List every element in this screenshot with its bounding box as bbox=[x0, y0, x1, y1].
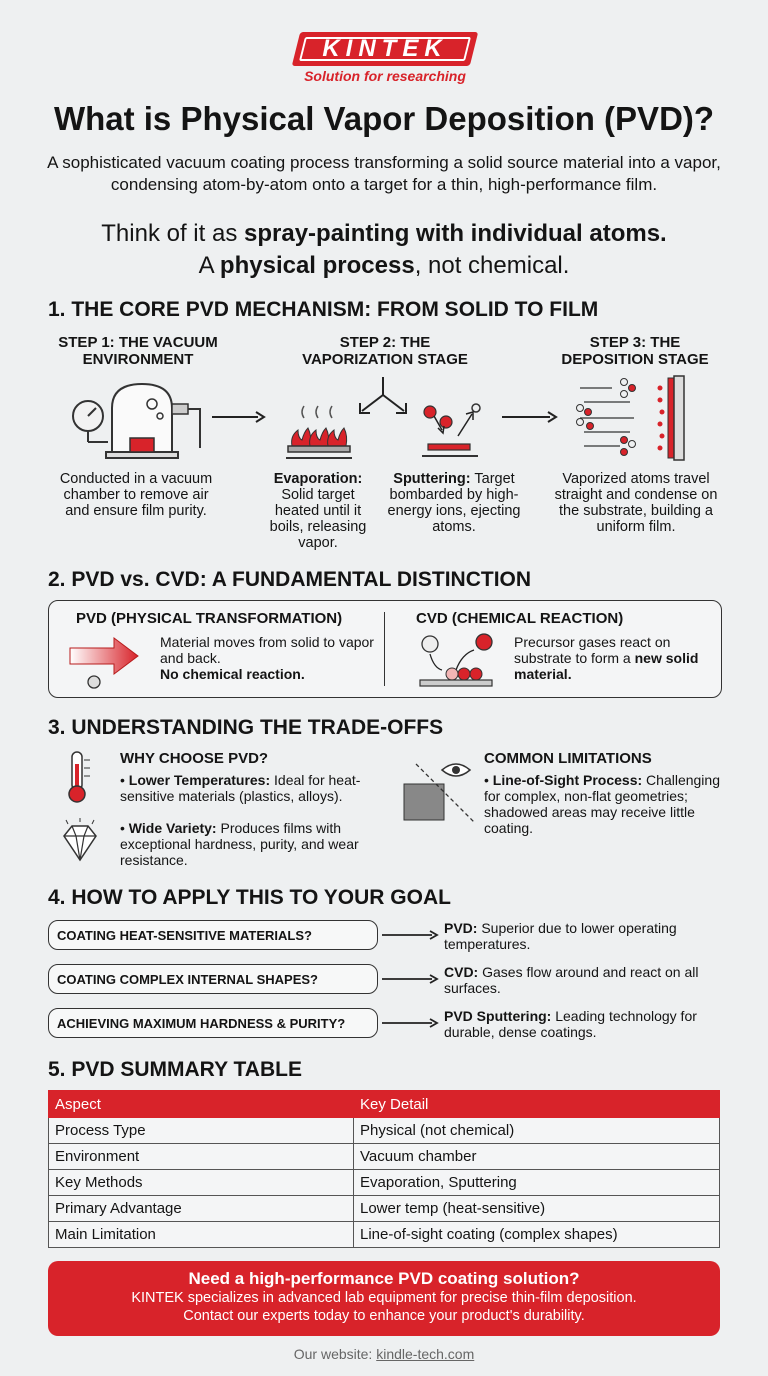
why-pvd-item: • Lower Temperatures: Ideal for heat-sensitive materials (plastics, alloys). bbox=[120, 772, 361, 804]
thermometer-icon bbox=[64, 748, 94, 804]
section5-heading: 5. PVD SUMMARY TABLE bbox=[48, 1058, 302, 1081]
table-cell: Physical (not chemical) bbox=[354, 1118, 720, 1144]
section4-heading: 4. HOW TO APPLY THIS TO YOUR GOAL bbox=[48, 886, 451, 909]
answer-text: Leading technology for durable, dense coatings. bbox=[444, 1008, 697, 1040]
table-cell: Primary Advantage bbox=[49, 1196, 354, 1222]
step2-title: STEP 2: THE VAPORIZATION STAGE bbox=[302, 334, 468, 368]
table-cell: Lower temp (heat-sensitive) bbox=[354, 1196, 720, 1222]
arrow-icon bbox=[380, 972, 440, 986]
physical-arrow-icon bbox=[66, 632, 150, 690]
evaporation-text: Solid target heated until it boils, releasing vapor. bbox=[269, 487, 367, 551]
table-header: Aspect bbox=[49, 1091, 354, 1118]
answer-text: Gases flow around and react on all surfaces. bbox=[444, 964, 699, 996]
pvd-bold: No chemical reaction. bbox=[160, 666, 305, 682]
page-subtitle: A sophisticated vacuum coating process transforming a solid source material into a vapor, condensing atom-by-atom onto a target for a thin, high-performance film. bbox=[47, 153, 721, 194]
limitation-item: • Line-of-Sight Process: Challenging for complex, non-flat geometries; shadowed areas may receive little coating. bbox=[484, 772, 720, 836]
answer-bold: CVD: bbox=[444, 964, 479, 980]
split-arrow-icon bbox=[350, 375, 416, 417]
sputtering-text: Target bombarded by high-energy ions, ejecting atoms. bbox=[387, 471, 521, 535]
goal-answer bbox=[444, 1008, 734, 1040]
analogy-bold: spray-painting with individual atoms. bbox=[244, 220, 667, 247]
table-cell: Main Limitation bbox=[49, 1222, 354, 1248]
chemical-reaction-icon bbox=[416, 630, 500, 690]
analogy-text-3: , not chemical. bbox=[414, 252, 570, 279]
why-pvd-title: WHY CHOOSE PVD? bbox=[120, 750, 269, 767]
arrow-icon bbox=[380, 1016, 440, 1030]
pvd-title: PVD (PHYSICAL TRANSFORMATION) bbox=[76, 610, 343, 627]
cta-line: Contact our experts today to enhance your product's durability. bbox=[183, 1308, 585, 1324]
step1-text: Conducted in a vacuum chamber to remove air and ensure film purity. bbox=[59, 471, 213, 519]
website-footer bbox=[0, 1346, 768, 1362]
step1-title: STEP 1: THE VACUUM ENVIRONMENT bbox=[58, 334, 218, 368]
table-cell: Vacuum chamber bbox=[354, 1144, 720, 1170]
deposition-icon bbox=[574, 374, 694, 464]
cvd-desc bbox=[514, 634, 714, 682]
diamond-icon bbox=[56, 818, 104, 866]
arrow-icon bbox=[500, 410, 560, 424]
step3-title: STEP 3: THE DEPOSITION STAGE bbox=[561, 334, 709, 368]
why-pvd-item: • Wide Variety: Produces films with exceptional hardness, purity, and wear resistance. bbox=[120, 820, 359, 868]
cvd-bold: new solid material. bbox=[514, 650, 699, 682]
table-row bbox=[49, 1144, 720, 1170]
sputtering-icon bbox=[418, 400, 488, 462]
analogy-bold-2: physical process bbox=[219, 252, 415, 279]
table-row bbox=[49, 1118, 720, 1144]
goal-pill: COATING COMPLEX INTERNAL SHAPES? bbox=[48, 964, 378, 994]
cta-banner[interactable] bbox=[48, 1261, 720, 1336]
limitations-title: COMMON LIMITATIONS bbox=[484, 750, 652, 767]
table-row bbox=[49, 1170, 720, 1196]
why-item-text: Produces films with exceptional hardness, purity, and wear resistance. bbox=[120, 820, 359, 868]
goal-pill: ACHIEVING MAXIMUM HARDNESS & PURITY? bbox=[48, 1008, 378, 1038]
goal-answer bbox=[444, 964, 734, 996]
line-of-sight-eye-icon bbox=[400, 758, 480, 824]
table-cell: Process Type bbox=[49, 1118, 354, 1144]
limitation-bold: Line-of-Sight Process: bbox=[492, 772, 643, 788]
evaporation-flame-icon bbox=[284, 404, 354, 462]
table-cell: Evaporation, Sputtering bbox=[354, 1170, 720, 1196]
analogy-text-2: A bbox=[198, 252, 220, 279]
why-item-bold: Lower Temperatures: bbox=[128, 772, 271, 788]
website-link[interactable]: kindle-tech.com bbox=[376, 1346, 475, 1362]
page-title: What is Physical Vapor Deposition (PVD)? bbox=[53, 100, 715, 137]
arrow-icon bbox=[210, 410, 266, 424]
website-prefix: Our website: bbox=[293, 1346, 377, 1362]
table-cell: Key Methods bbox=[49, 1170, 354, 1196]
analogy-callout bbox=[40, 218, 728, 282]
logo-text: KINTEK bbox=[322, 35, 448, 62]
answer-text: Superior due to lower operating temperatures. bbox=[444, 920, 677, 952]
cta-line: KINTEK specializes in advanced lab equipment for precise thin-film deposition. bbox=[131, 1290, 637, 1306]
section3-heading: 3. UNDERSTANDING THE TRADE-OFFS bbox=[48, 716, 444, 739]
evaporation-label: Evaporation: bbox=[273, 471, 363, 487]
analogy-text: Think of it as bbox=[101, 220, 244, 247]
vacuum-chamber-icon bbox=[68, 378, 218, 462]
section2-heading: 2. PVD vs. CVD: A FUNDAMENTAL DISTINCTION bbox=[48, 568, 532, 591]
answer-bold: PVD Sputtering: bbox=[444, 1008, 552, 1024]
cta-title: Need a high-performance PVD coating solution? bbox=[188, 1269, 580, 1288]
tagline: Solution for researching bbox=[304, 68, 466, 84]
table-cell: Environment bbox=[49, 1144, 354, 1170]
limitation-text: Challenging for complex, non-flat geometries; shadowed areas may receive little coating. bbox=[484, 772, 720, 836]
goal-pill: COATING HEAT-SENSITIVE MATERIALS? bbox=[48, 920, 378, 950]
table-row bbox=[49, 1196, 720, 1222]
sputtering-desc bbox=[384, 471, 524, 535]
table-header-row bbox=[49, 1091, 720, 1118]
cvd-title: CVD (CHEMICAL REACTION) bbox=[416, 610, 624, 627]
table-cell: Line-of-sight coating (complex shapes) bbox=[354, 1222, 720, 1248]
goal-answer bbox=[444, 920, 734, 952]
divider bbox=[384, 612, 385, 686]
section1-heading: 1. THE CORE PVD MECHANISM: FROM SOLID TO FILM bbox=[48, 298, 599, 321]
evaporation-desc bbox=[262, 471, 374, 551]
cvd-text: Precursor gases react on substrate to form a bbox=[514, 634, 671, 666]
pvd-text: Material moves from solid to vapor and back. bbox=[160, 634, 374, 666]
why-item-bold: Wide Variety: bbox=[128, 820, 217, 836]
step3-text: Vaporized atoms travel straight and condense on the substrate, building a uniform film. bbox=[554, 471, 718, 535]
sputtering-label: Sputtering: bbox=[393, 471, 471, 487]
answer-bold: PVD: bbox=[444, 920, 478, 936]
table-row bbox=[49, 1222, 720, 1248]
pvd-desc bbox=[160, 634, 374, 682]
arrow-icon bbox=[380, 928, 440, 942]
summary-table bbox=[48, 1090, 720, 1248]
why-item-text: Ideal for heat-sensitive materials (plastics, alloys). bbox=[120, 772, 361, 804]
table-header: Key Detail bbox=[354, 1091, 720, 1118]
